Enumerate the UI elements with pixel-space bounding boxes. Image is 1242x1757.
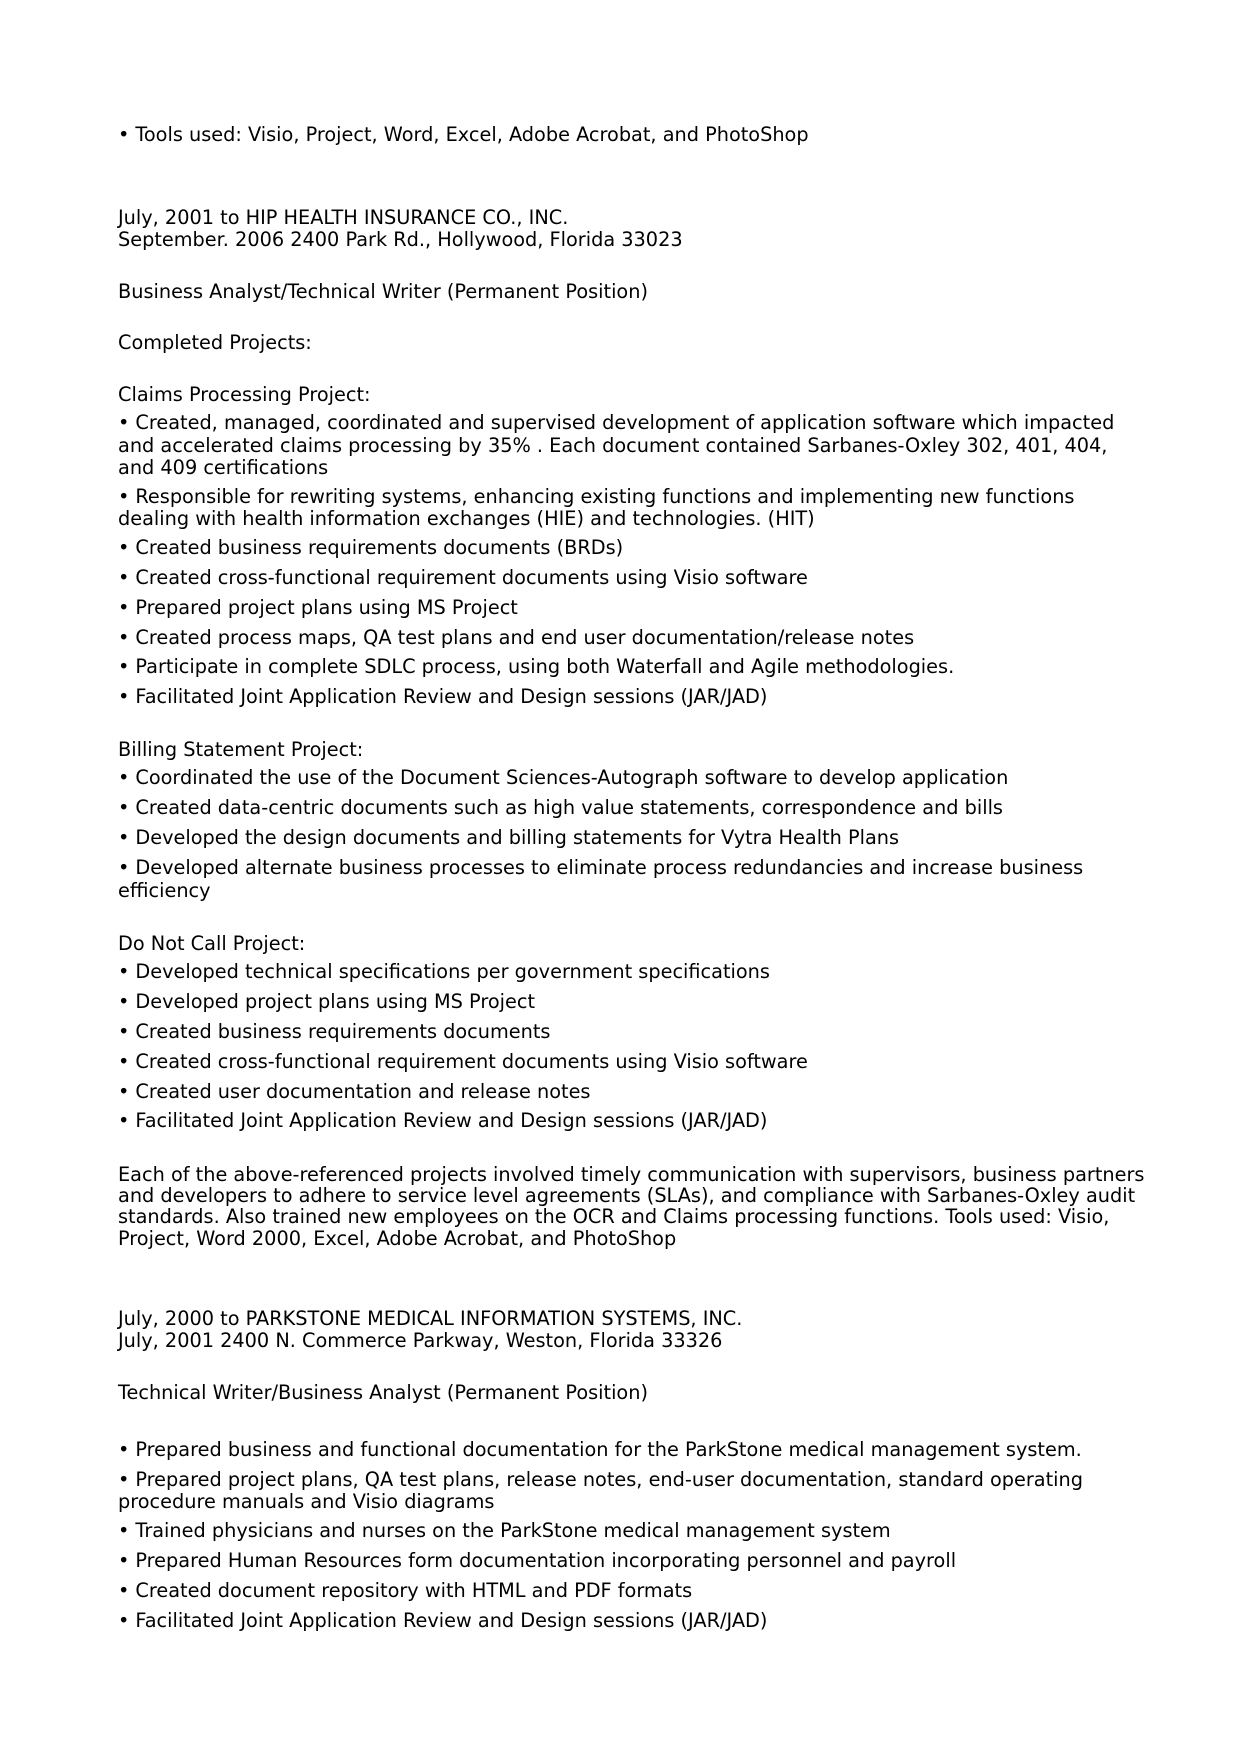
job2-bullet-2-line1: • Prepared project plans, QA test plans, release notes, end-user documentation, standard operating [118, 1469, 1083, 1491]
dnc-bullet-2: • Developed project plans using MS Project [118, 991, 535, 1013]
dnc-bullet-5: • Created user documentation and release notes [118, 1081, 590, 1103]
job2-header-line1: July, 2000 to PARKSTONE MEDICAL INFORMATION SYSTEMS, INC. [118, 1307, 743, 1330]
tools-bullet: • Tools used: Visio, Project, Word, Excel, Adobe Acrobat, and PhotoShop [118, 124, 809, 146]
job1-header-line1: July, 2001 to HIP HEALTH INSURANCE CO., INC. [118, 206, 569, 229]
dnc-bullet-6: • Facilitated Joint Application Review and Design sessions (JAR/JAD) [118, 1110, 767, 1132]
billing-bullet-2: • Created data-centric documents such as high value statements, correspondence and bills [118, 797, 1003, 819]
job2-bullet-5: • Created document repository with HTML and PDF formats [118, 1580, 692, 1602]
billing-bullet-3: • Developed the design documents and billing statements for Vytra Health Plans [118, 827, 899, 849]
dnc-bullet-1: • Developed technical specifications per government specifications [118, 961, 770, 983]
claims-bullet-5: • Prepared project plans using MS Project [118, 597, 518, 619]
claims-bullet-1-line3: and 409 certifications [118, 456, 329, 479]
dnc-bullet-4: • Created cross-functional requirement documents using Visio software [118, 1051, 808, 1073]
claims-bullet-4: • Created cross-functional requirement documents using Visio software [118, 567, 808, 589]
claims-bullet-6: • Created process maps, QA test plans and end user documentation/release notes [118, 627, 914, 649]
job1-header-line2: September. 2006 2400 Park Rd., Hollywood, Florida 33023 [118, 228, 683, 251]
job2-bullet-1: • Prepared business and functional documentation for the ParkStone medical management system. [118, 1439, 1082, 1461]
billing-heading: Billing Statement Project: [118, 738, 364, 761]
billing-bullet-4-line1: • Developed alternate business processes to eliminate process redundancies and increase business [118, 857, 1083, 879]
job2-bullet-4: • Prepared Human Resources form documentation incorporating personnel and payroll [118, 1550, 956, 1572]
summary-line4: Project, Word 2000, Excel, Adobe Acrobat, and PhotoShop [118, 1227, 677, 1250]
claims-bullet-3: • Created business requirements documents (BRDs) [118, 537, 623, 559]
claims-bullet-1-line2: and accelerated claims processing by 35% . Each document contained Sarbanes-Oxley 302, 401, 404, [118, 434, 1108, 457]
billing-bullet-4-line2: efficiency [118, 879, 211, 902]
summary-line2: and developers to adhere to service level agreements (SLAs), and compliance with Sarbanes-Oxley audit [118, 1184, 1136, 1207]
summary-line1: Each of the above-referenced projects involved timely communication with supervisors, business partners [118, 1163, 1145, 1186]
job2-bullet-3: • Trained physicians and nurses on the ParkStone medical management system [118, 1520, 891, 1542]
claims-bullet-2-line1: • Responsible for rewriting systems, enhancing existing functions and implementing new functions [118, 486, 1074, 508]
claims-bullet-8: • Facilitated Joint Application Review and Design sessions (JAR/JAD) [118, 686, 767, 708]
job2-title: Technical Writer/Business Analyst (Permanent Position) [118, 1381, 648, 1404]
claims-bullet-1-line1: • Created, managed, coordinated and supervised development of application software which impacted [118, 412, 1114, 434]
job1-title: Business Analyst/Technical Writer (Permanent Position) [118, 280, 648, 303]
dnc-bullet-3: • Created business requirements documents [118, 1021, 550, 1043]
summary-line3: standards. Also trained new employees on the OCR and Claims processing functions. Tools used: Visio, [118, 1205, 1110, 1228]
job2-header-line2: July, 2001 2400 N. Commerce Parkway, Weston, Florida 33326 [118, 1329, 723, 1352]
claims-heading: Claims Processing Project: [118, 383, 371, 406]
completed-projects-heading: Completed Projects: [118, 331, 312, 354]
dnc-heading: Do Not Call Project: [118, 932, 306, 955]
job2-bullet-2-line2: procedure manuals and Visio diagrams [118, 1490, 495, 1513]
job2-bullet-6: • Facilitated Joint Application Review and Design sessions (JAR/JAD) [118, 1610, 767, 1632]
claims-bullet-2-line2: dealing with health information exchanges (HIE) and technologies. (HIT) [118, 507, 815, 530]
billing-bullet-1: • Coordinated the use of the Document Sciences-Autograph software to develop application [118, 767, 1008, 789]
claims-bullet-7: • Participate in complete SDLC process, using both Waterfall and Agile methodologies. [118, 656, 954, 678]
